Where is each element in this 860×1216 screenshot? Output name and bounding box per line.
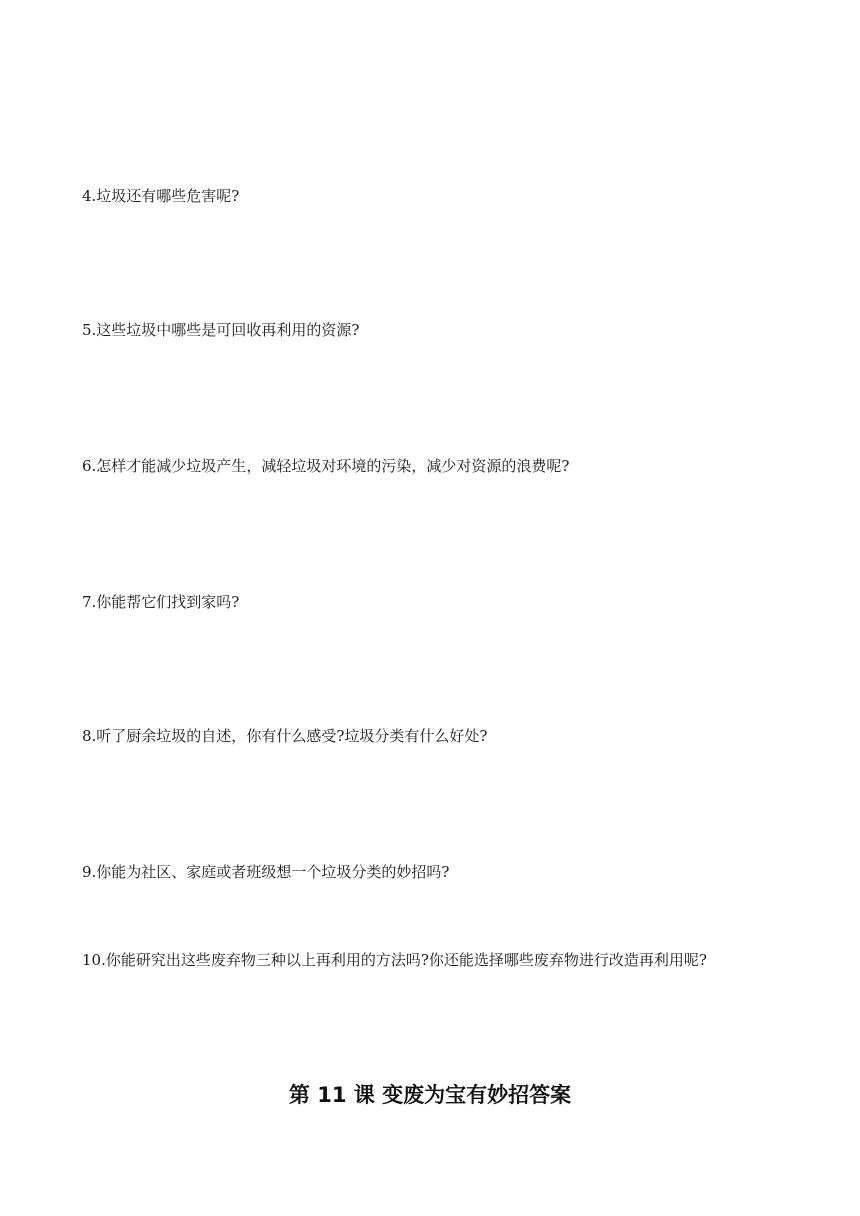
question-8: 8.听了厨余垃圾的自述，你有什么感受?垃圾分类有什么好处?: [82, 727, 488, 745]
question-5: 5.这些垃圾中哪些是可回收再利用的资源?: [82, 321, 360, 339]
question-10: 10.你能研究出这些废弃物三种以上再利用的方法吗?你还能选择哪些废弃物进行改造再利用呢?: [82, 951, 707, 969]
question-6: 6.怎样才能减少垃圾产生，减轻垃圾对环境的污染，减少对资源的浪费呢?: [82, 457, 570, 475]
question-4: 4.垃圾还有哪些危害呢?: [82, 187, 240, 205]
question-7: 7.你能帮它们找到家吗?: [82, 593, 240, 611]
section-title: 第 11 课 变废为宝有妙招答案: [288, 1083, 572, 1107]
question-9: 9.你能为社区、家庭或者班级想一个垃圾分类的妙招吗?: [82, 863, 450, 881]
